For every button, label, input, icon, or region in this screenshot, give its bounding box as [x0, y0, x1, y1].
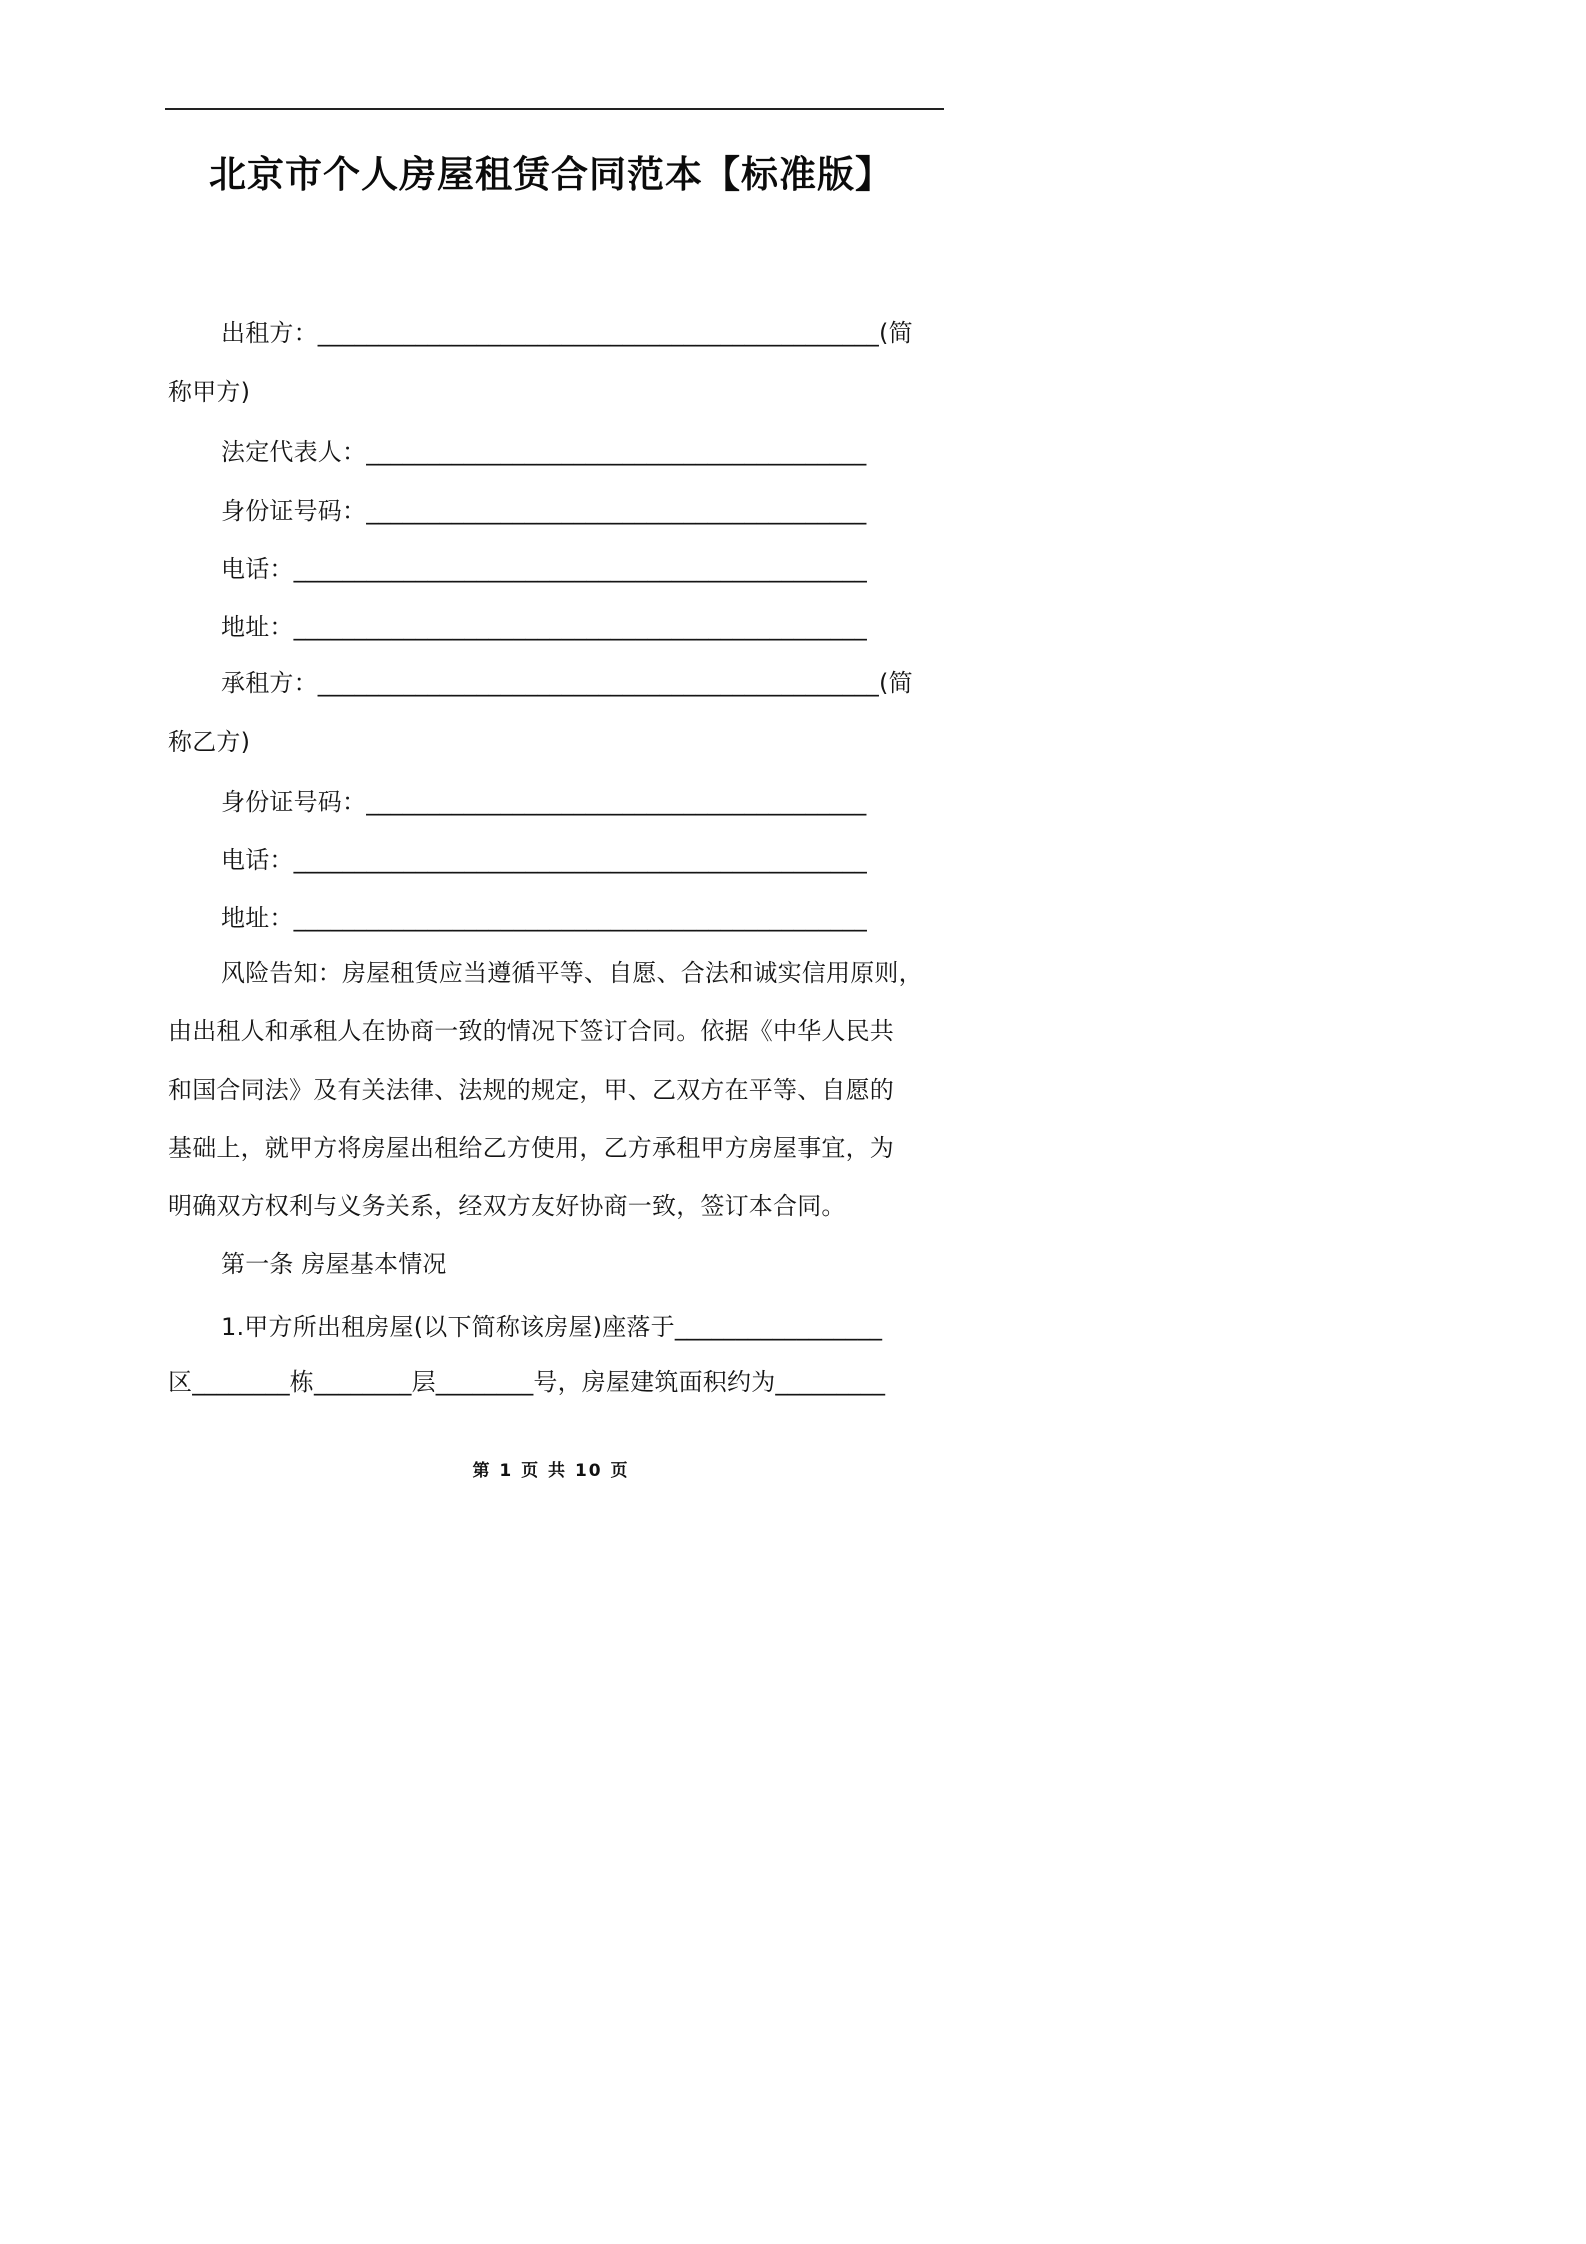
- header-rule: [165, 108, 944, 110]
- lessor-id-line: 身份证号码：_________________________________________: [221, 497, 867, 525]
- paragraph-line: 明确双方权利与义务关系，经双方友好协商一致，签订本合同。: [168, 1192, 846, 1220]
- lessor-line: 出租方：______________________________________________(简: [221, 319, 913, 347]
- lessor-phone-line: 电话：_______________________________________________: [221, 555, 867, 583]
- document-page: [0, 0, 1102, 1559]
- paragraph-line: 由出租人和承租人在协商一致的情况下签订合同。依据《中华人民共: [168, 1017, 894, 1045]
- risk-notice-line: 风险告知：房屋租赁应当遵循平等、自愿、合法和诚实信用原则，: [221, 959, 923, 987]
- article-one-heading: 第一条 房屋基本情况: [221, 1250, 447, 1278]
- lessee-address-line: 地址：_______________________________________________: [221, 904, 867, 932]
- lessee-id-line: 身份证号码：_________________________________________: [221, 788, 867, 816]
- lessee-abbrev-line: 称乙方): [168, 728, 251, 756]
- document-title: 北京市个人房屋租赁合同范本【标准版】: [209, 153, 893, 196]
- legal-rep-line: 法定代表人：_________________________________________: [221, 438, 867, 466]
- lessor-address-line: 地址：_______________________________________________: [221, 613, 867, 641]
- clause-line: 1.甲方所出租房屋(以下简称该房屋)座落于_________________: [221, 1313, 883, 1341]
- paragraph-line: 和国合同法》及有关法律、法规的规定，甲、乙双方在平等、自愿的: [168, 1076, 894, 1104]
- clause-line: 区________栋________层________号，房屋建筑面积约为_________: [168, 1368, 886, 1396]
- lessor-abbrev-line: 称甲方): [168, 378, 251, 406]
- lessee-phone-line: 电话：_______________________________________________: [221, 846, 867, 874]
- paragraph-line: 基础上，就甲方将房屋出租给乙方使用，乙方承租甲方房屋事宜，为: [168, 1134, 894, 1162]
- lessee-line: 承租方：______________________________________________(简: [221, 669, 913, 697]
- page-number-footer: 第 1 页 共 10 页: [472, 1461, 630, 1481]
